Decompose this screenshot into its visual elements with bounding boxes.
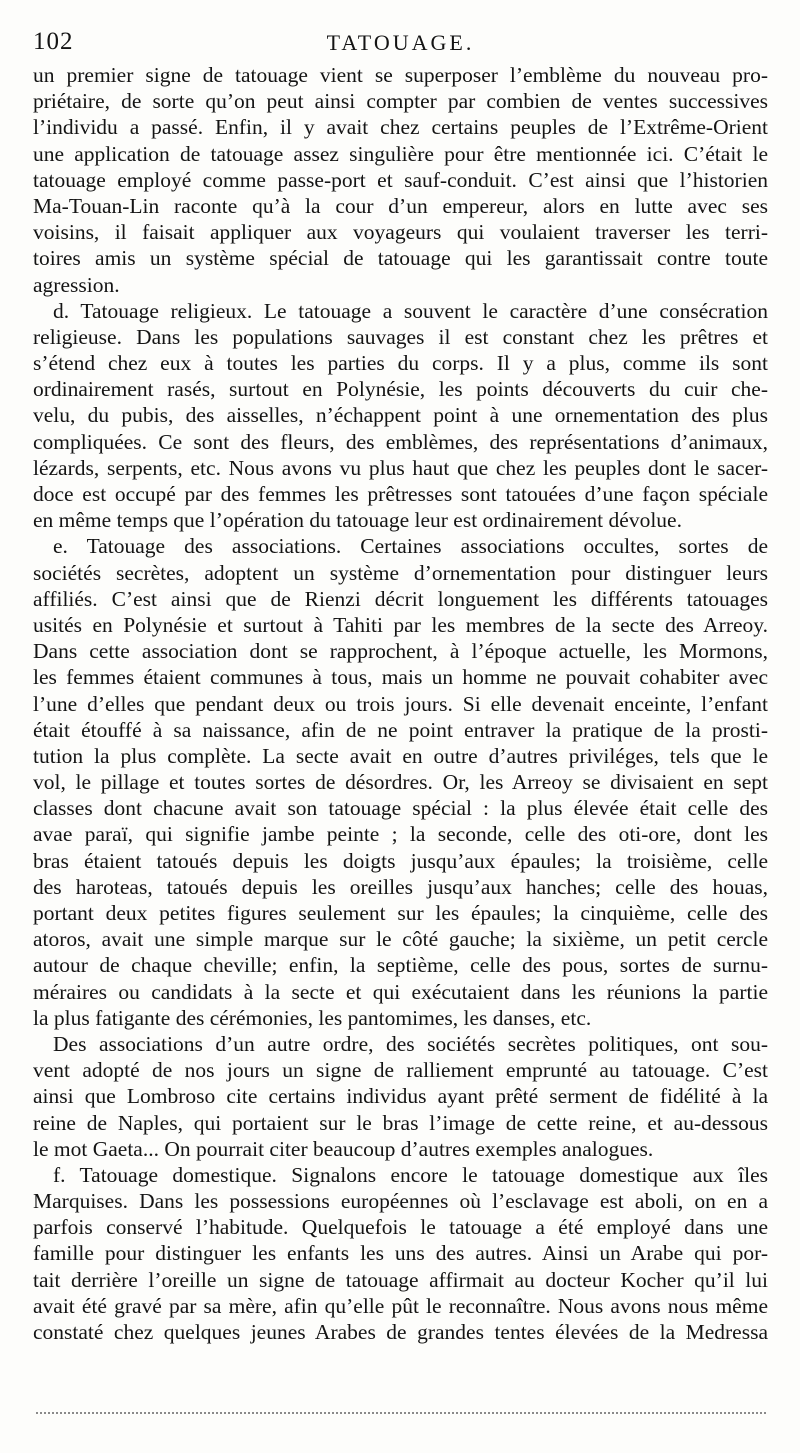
text-line: sociétés secrètes, adoptent un système d’ornementation pour distinguer leurs [33, 560, 768, 585]
text-line: affiliés. C’est ainsi que de Rienzi décrit longuement les différents tatouages [33, 586, 768, 611]
text-line: reine de Naples, qui portaient sur le bras l’image de cette reine, et au-dessous [33, 1110, 768, 1135]
text-line: avae paraï, qui signifie jambe peinte ; la seconde, celle des oti-ore, dont les [33, 822, 768, 847]
text-line: une application de tatouage assez singulière pour être mentionnée ici. C’était le [33, 141, 768, 166]
footer-rule [36, 1412, 766, 1414]
text-line: agression. [33, 272, 120, 297]
text-line: Marquises. Dans les possessions européennes où l’esclavage est aboli, on en a [33, 1189, 768, 1214]
text-line: f. Tatouage domestique. Signalons encore le tatouage domestique aux îles [53, 1162, 768, 1187]
text-line: tatouage employé comme passe-port et sauf-conduit. C’est ainsi que l’historien [33, 167, 768, 192]
text-line: e. Tatouage des associations. Certaines associations occultes, sortes de [53, 534, 768, 559]
text-line: tution la plus complète. La secte avait en outre d’autres priviléges, tels que le [33, 743, 768, 768]
text-line: toires amis un système spécial de tatouage qui les garantissait contre toute [33, 246, 768, 271]
text-line: classes dont chacune avait son tatouage spécial : la plus élevée était celle des [33, 796, 768, 821]
text-line: un premier signe de tatouage vient se superposer l’emblème du nouveau pro- [33, 63, 768, 87]
text-line: ordinairement rasés, surtout en Polynésie, les points découverts du cuir che- [33, 377, 768, 402]
page-number: 102 [33, 28, 74, 55]
text-line: le mot Gaeta... On pourrait citer beaucoup d’autres exemples analogues. [33, 1136, 654, 1161]
text-line: était étouffé à sa naissance, afin de ne point entraver la pratique de la prosti- [33, 717, 768, 742]
text-line: l’une d’elles que pendant deux ou trois jours. Si elle devenait enceinte, l’enfant [33, 691, 768, 716]
text-line: avait été gravé par sa mère, afin qu’elle pût le reconnaître. Nous avons nous même [33, 1293, 768, 1318]
text-line: constaté chez quelques jeunes Arabes de grandes tentes élevées de la Medressa [33, 1320, 768, 1344]
text-line: s’étend chez eux à toutes les parties du corps. Il y a plus, comme ils sont [33, 351, 768, 376]
text-line: en même temps que l’opération du tatouage leur est ordinairement dévolue. [33, 508, 682, 533]
text-line: des haroteas, tatoués depuis les oreilles jusqu’aux hanches; celle des houas, [33, 874, 768, 899]
text-line: compliquées. Ce sont des fleurs, des emblèmes, des représentations d’animaux, [33, 429, 768, 454]
text-line: ainsi que Lombroso cite certains individus ayant prêté serment de fidélité à la [33, 1084, 768, 1109]
text-line: religieuse. Dans les populations sauvages il est constant chez les prêtres et [33, 324, 768, 349]
text-line: d. Tatouage religieux. Le tatouage a souvent le caractère d’une consécration [53, 298, 768, 323]
text-line: voisins, il faisait appliquer aux voyageurs qui voulaient traverser les terri- [33, 220, 768, 245]
text-line: doce est occupé par des femmes les prêtresses sont tatouées d’une façon spéciale [33, 482, 768, 506]
text-line: usités en Polynésie et surtout à Tahiti par les membres de la secte des Arreoy. [33, 612, 768, 637]
page-header [33, 28, 768, 58]
text-line: lézards, serpents, etc. Nous avons vu plus haut que chez les peuples dont le sacer- [33, 455, 768, 480]
text-line: bras étaient tatoués depuis les doigts jusqu’aux épaules; la troisième, celle [33, 848, 768, 873]
text-line: Dans cette association dont se rapprochent, à l’époque actuelle, les Mormons, [33, 639, 768, 664]
text-line: priétaire, de sorte qu’on peut ainsi compter par combien de ventes successives [33, 89, 768, 114]
text-line: atoros, avait une simple marque sur le côté gauche; la sixième, un petit cercle [33, 927, 768, 952]
text-line: Ma-Touan-Lin raconte qu’à la cour d’un empereur, alors en lutte avec ses [33, 193, 768, 218]
text-line: velu, du pubis, des aisselles, n’échappent point à une ornementation des plus [33, 403, 768, 428]
text-line: tait derrière l’oreille un signe de tatouage affirmait au docteur Kocher qu’il lui [33, 1267, 768, 1292]
text-line: vent adopté de nos jours un signe de ralliement emprunté au tatouage. C’est [33, 1058, 768, 1083]
text-line: les femmes étaient communes à tous, mais un homme ne pouvait cohabiter avec [33, 665, 768, 690]
text-line: l’individu a passé. Enfin, il y avait chez certains peuples de l’Extrême-Orient [33, 115, 768, 140]
text-line: famille pour distinguer les enfants les uns des autres. Ainsi un Arabe qui por- [33, 1241, 768, 1266]
body-text [33, 62, 768, 1345]
text-line: parfois conservé l’habitude. Quelquefois le tatouage a été employé dans une [33, 1215, 768, 1240]
text-line: méraires ou candidats à la secte et qui exécutaient dans les réunions la partie [33, 979, 768, 1004]
text-line: portant deux petites figures seulement sur les épaules; la cinquième, celle des [33, 901, 768, 925]
text-line: vol, le pillage et toutes sortes de désordres. Or, les Arreoy se divisaient en sept [33, 770, 768, 795]
running-title: TATOUAGE. [326, 30, 475, 55]
text-line: Des associations d’un autre ordre, des sociétés secrètes politiques, ont sou- [53, 1031, 768, 1056]
text-line: autour de chaque cheville; enfin, la septième, celle des pous, sortes de surnu- [33, 953, 768, 978]
text-line: la plus fatigante des cérémonies, les pantomimes, les danses, etc. [33, 1005, 592, 1030]
